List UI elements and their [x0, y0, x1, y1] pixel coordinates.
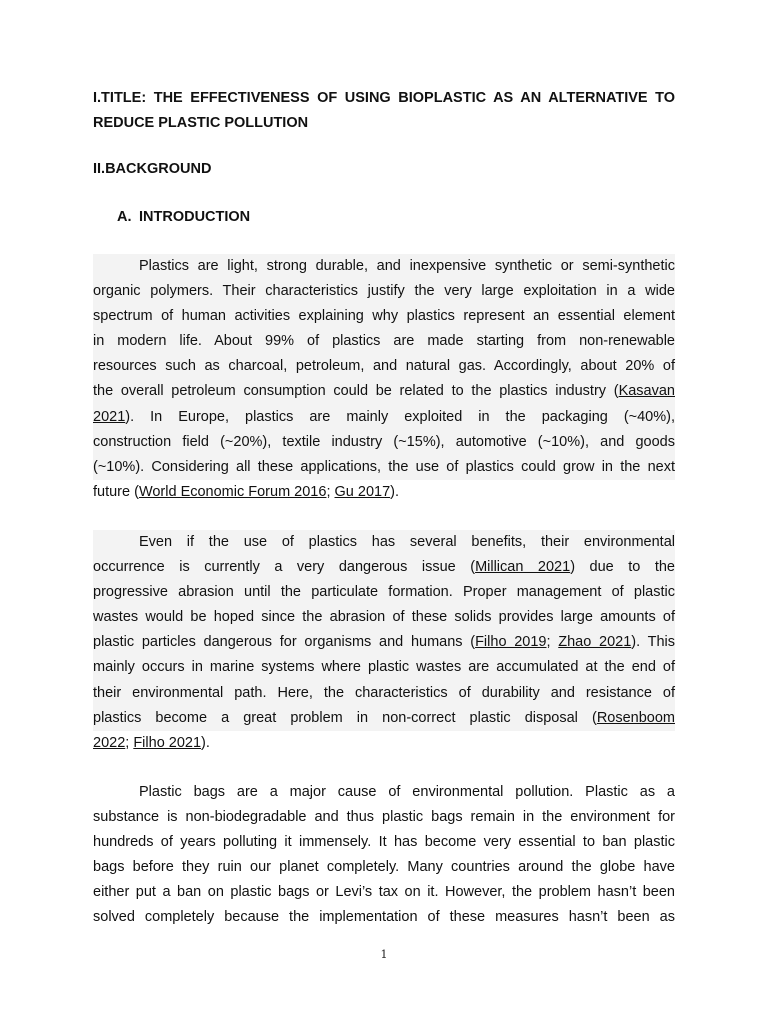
paragraph-intro-1 [93, 254, 675, 505]
paragraph-line: bags before they ruin our planet completely. Many countries around the globe have [93, 859, 675, 876]
paragraph-line: wastes would be hoped since the abrasion of these solids provides large amounts of [93, 605, 675, 630]
paragraph-line: progressive abrasion until the particulate formation. Proper management of plastic [93, 580, 675, 605]
citation-link-rosenboom-year[interactable]: 2022 [93, 734, 126, 751]
list-marker: A. [117, 209, 132, 225]
paragraph-line: in modern life. About 99% of plastics are made starting from non-renewable [93, 329, 675, 354]
paragraph-line [93, 405, 675, 430]
text-run: ). [201, 734, 210, 751]
text-run: ). In Europe, plastics are mainly exploited in the packaging (~40%), [125, 408, 675, 425]
paragraph-line: organic polymers. Their characteristics justify the very large exploitation in a wide [93, 279, 675, 304]
paragraph-intro-3 [93, 780, 675, 931]
text-run: plastic particles dangerous for organisms and humans ( [93, 634, 476, 651]
paragraph-line: resources such as charcoal, petroleum, and natural gas. Accordingly, about 20% of [93, 354, 675, 379]
paragraph-intro-2 [93, 530, 675, 756]
citation-link-kasavan-year[interactable]: 2021 [93, 408, 126, 425]
paragraph-line: mainly occurs in marine systems where plastic wastes are accumulated at the end of [93, 655, 675, 680]
citation-link-gu[interactable]: Gu 2017 [334, 483, 391, 500]
paragraph-line: spectrum of human activities explaining why plastics represent an essential element [93, 304, 675, 329]
paragraph-line [93, 379, 675, 404]
text-run: ). This [631, 634, 675, 651]
text-run: ; [326, 483, 335, 500]
citation-link-world-economic-forum[interactable]: World Economic Forum 2016 [138, 483, 327, 500]
paragraph-line [93, 555, 675, 580]
paragraph-line: construction field (~20%), textile industry (~15%), automotive (~10%), and goods [93, 430, 675, 455]
paragraph-line: hundreds of years polluting it immensely. It has become very essential to ban plastic [93, 834, 675, 851]
text-run: ). [390, 483, 400, 500]
paragraph-line: solved completely because the implementation of these measures hasn’t been as [93, 909, 675, 926]
document-title: I.TITLE: THE EFFECTIVENESS OF USING BIOPLASTIC AS AN ALTERNATIVE TO REDUCE PLASTIC POLLUTION [93, 90, 675, 131]
paragraph-line [93, 630, 675, 655]
subsection-heading-introduction [117, 207, 250, 227]
paragraph-line [93, 731, 675, 756]
paragraph-line [93, 480, 675, 505]
text-run: ; [546, 634, 559, 651]
text-run: occurrence is currently a very dangerous issue ( [93, 559, 476, 576]
citation-link-rosenboom[interactable]: Rosenboom [596, 709, 675, 726]
text-run: the overall petroleum consumption could be related to the plastics industry ( [93, 383, 619, 400]
text-run: ; [125, 734, 134, 751]
section-heading-background: II.BACKGROUND [93, 161, 212, 177]
text-run: plastics become a great problem in non-correct plastic disposal ( [93, 709, 597, 726]
paragraph-line: Even if the use of plastics has several benefits, their environmental [93, 530, 675, 555]
paragraph-line: their environmental path. Here, the characteristics of durability and resistance of [93, 681, 675, 706]
paragraph-line: either put a ban on plastic bags or Levi’s tax on it. However, the problem hasn’t been [93, 884, 675, 901]
citation-link-filho-2021[interactable]: Filho 2021 [133, 734, 202, 751]
citation-link-kasavan[interactable]: Kasavan [618, 383, 675, 400]
paragraph-line: Plastics are light, strong durable, and inexpensive synthetic or semi-synthetic [93, 254, 675, 279]
text-run: future ( [93, 483, 139, 500]
page-number: 1 [380, 948, 388, 961]
citation-link-zhao[interactable]: Zhao 2021 [558, 634, 632, 651]
paragraph-line [93, 706, 675, 731]
subsection-label: INTRODUCTION [139, 209, 251, 225]
citation-link-millican[interactable]: Millican 2021 [475, 559, 571, 576]
paragraph-line: (~10%). Considering all these applications, the use of plastics could grow in the next [93, 455, 675, 480]
paragraph-line: Plastic bags are a major cause of environmental pollution. Plastic as a [139, 784, 675, 800]
text-run: ) due to the [570, 559, 675, 576]
paragraph-line: substance is non-biodegradable and thus plastic bags remain in the environment for [93, 809, 675, 826]
citation-link-filho-2019[interactable]: Filho 2019 [475, 634, 547, 651]
